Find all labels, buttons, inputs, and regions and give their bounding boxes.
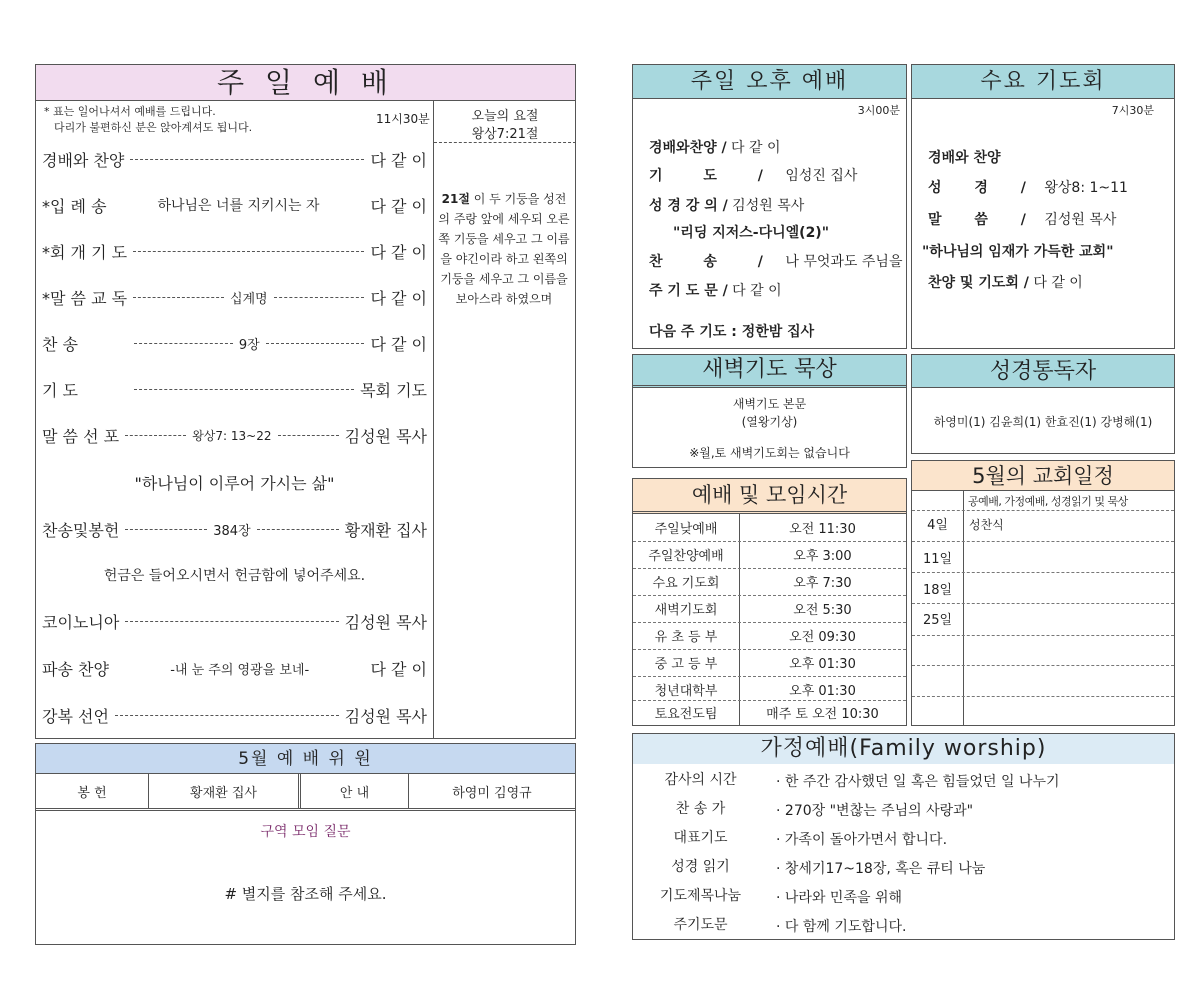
line-value: 다 같 이 bbox=[727, 283, 782, 299]
calendar-date bbox=[912, 666, 963, 694]
schedule-time: 오전 09:30 bbox=[789, 630, 856, 645]
schedule-name: 유 초 등 부 bbox=[654, 630, 718, 645]
calendar-header: 공예배, 가정예배, 성경읽기 및 묵상 bbox=[968, 495, 1128, 508]
line-label: 기 도 / bbox=[649, 168, 781, 184]
verse-column bbox=[433, 101, 434, 738]
wednesday-time: 7시30분 bbox=[1111, 104, 1154, 117]
service-time: 11시30분 bbox=[376, 112, 430, 126]
family-text: · 한 주간 감사했던 일 혹은 힘들었던 일 나누기 bbox=[776, 774, 1060, 790]
schedule-time: 오후 3:00 bbox=[793, 549, 852, 564]
schedule-name: 주일찬양예배 bbox=[648, 549, 724, 564]
schedule-panel bbox=[632, 478, 907, 726]
order-detail: 384장 bbox=[213, 523, 251, 539]
verse-ref: 왕상7:21절 bbox=[471, 127, 539, 142]
order-item bbox=[42, 147, 427, 171]
order-leader: 다 같 이 bbox=[370, 196, 427, 216]
order-detail: 하나님은 너를 지키시는 자 bbox=[157, 198, 320, 214]
wednesday-panel bbox=[911, 64, 1175, 349]
line-value: 김성원 목사 bbox=[1039, 212, 1117, 228]
next-prayer: 다음 주 기도 : 정한밤 집사 bbox=[649, 324, 815, 340]
calendar-event: 성찬식 bbox=[969, 518, 1004, 532]
order-leader: 김성원 목사 bbox=[344, 706, 427, 726]
line-label: "하나님의 임재가 가득한 교회" bbox=[922, 244, 1114, 260]
family-text: · 가족이 돌아가면서 합니다. bbox=[776, 832, 948, 848]
family-label: 성경 읽기 bbox=[671, 859, 730, 875]
main-worship-panel bbox=[35, 64, 576, 739]
order-leader: 다 같 이 bbox=[370, 242, 427, 262]
schedule-name: 청년대학부 bbox=[654, 684, 718, 699]
may-servers-title: 5월 예 배 위 원 bbox=[36, 744, 575, 774]
servers-label: 봉 헌 bbox=[36, 774, 149, 808]
schedule-time: 오전 11:30 bbox=[789, 522, 856, 537]
wednesday-line bbox=[928, 177, 1128, 197]
order-item bbox=[42, 703, 427, 727]
family-text-value: 창세기17~18장, 혹은 큐티 나눔 bbox=[784, 861, 986, 877]
offering-note: 헌금은 들어오시면서 헌금함에 넣어주세요. bbox=[103, 568, 366, 584]
order-item bbox=[42, 193, 427, 217]
calendar-date bbox=[912, 636, 963, 664]
order-label: 찬 송 bbox=[42, 334, 78, 354]
verse-text bbox=[438, 189, 570, 309]
order-leader: 다 같 이 bbox=[370, 150, 427, 170]
main-worship-title: 주 일 예 배 bbox=[36, 65, 575, 101]
family-label: 감사의 시간 bbox=[664, 772, 737, 788]
dawn-panel bbox=[632, 354, 907, 468]
servers-value: 하영미 김영규 bbox=[452, 785, 532, 801]
order-item bbox=[42, 609, 427, 633]
schedule-name: 새벽기도회 bbox=[654, 603, 718, 618]
family-label: 대표기도 bbox=[673, 830, 728, 846]
may-servers-panel bbox=[35, 743, 576, 945]
line-label: 성 경 강 의 / bbox=[649, 198, 728, 214]
family-text-value: 한 주간 감사했던 일 혹은 힘들었던 일 나누기 bbox=[784, 774, 1060, 790]
order-label: *회 개 기 도 bbox=[42, 242, 128, 262]
dawn-title: 새벽기도 묵상 bbox=[633, 355, 906, 388]
family-text: · 다 함께 기도합니다. bbox=[776, 919, 907, 935]
family-title: 가정예배(Family worship) bbox=[633, 734, 1174, 764]
family-text-value: 나라와 민족을 위해 bbox=[784, 890, 902, 906]
afternoon-line bbox=[649, 280, 782, 300]
order-label: 파송 찬양 bbox=[42, 659, 109, 679]
verse-divider bbox=[434, 142, 576, 143]
line-label: 찬 송 / bbox=[649, 254, 781, 270]
wednesday-line bbox=[928, 209, 1116, 229]
readers-names: 하영미(1) 김윤희(1) 한효진(1) 강병해(1) bbox=[933, 415, 1153, 429]
sermon-title: "하나님이 이루어 가시는 삶" bbox=[134, 474, 335, 493]
order-item bbox=[42, 517, 427, 541]
order-label: 강복 선언 bbox=[42, 706, 109, 726]
afternoon-title: 주일 오후 예배 bbox=[633, 65, 906, 99]
family-text-value: 다 함께 기도합니다. bbox=[784, 919, 907, 935]
verse-bold: 21절 bbox=[441, 192, 470, 206]
schedule-time: 오후 7:30 bbox=[793, 576, 852, 591]
schedule-name: 중 고 등 부 bbox=[654, 657, 718, 672]
family-text-value: 270장 "변찮는 주님의 사랑과" bbox=[784, 803, 974, 819]
calendar-date: 4일 bbox=[927, 518, 948, 533]
order-label: *말 씀 교 독 bbox=[42, 288, 128, 308]
group-note: # 별지를 참조해 주세요. bbox=[224, 885, 387, 903]
order-leader: 다 같 이 bbox=[370, 334, 428, 354]
line-label: 찬양 및 기도회 / bbox=[928, 275, 1029, 291]
afternoon-line bbox=[673, 222, 829, 242]
line-label: 성 경 / bbox=[928, 180, 1040, 196]
schedule-time: 오후 01:30 bbox=[789, 684, 856, 699]
order-label: 기 도 bbox=[42, 380, 78, 400]
order-item bbox=[42, 331, 427, 355]
verse-body: 이 두 기둥을 성전의 주랑 앞에 세우되 오른쪽 기둥을 세우고 그 이름을 야긴이라 하고 왼쪽의 기둥을 세우고 그 이름을 보아스라 하였으며 bbox=[438, 192, 570, 306]
wednesday-line bbox=[928, 272, 1083, 292]
order-item bbox=[42, 285, 427, 309]
order-item bbox=[42, 656, 427, 680]
order-label: 말 씀 선 포 bbox=[42, 426, 120, 446]
order-leader: 다 같 이 bbox=[370, 659, 427, 679]
line-label: "리딩 지저스-다니엘(2)" bbox=[673, 225, 830, 241]
calendar-col-divider bbox=[963, 491, 964, 725]
standing-note-2: 다리가 불편하신 분은 앉아계셔도 됩니다. bbox=[54, 121, 253, 134]
order-detail: 9장 bbox=[238, 337, 260, 353]
order-item bbox=[42, 423, 427, 447]
afternoon-panel bbox=[632, 64, 907, 349]
line-label: 경배와찬양 / bbox=[649, 140, 727, 156]
order-item bbox=[42, 239, 427, 263]
schedule-name: 주일낮예배 bbox=[654, 522, 718, 537]
order-leader: 목회 기도 bbox=[360, 380, 427, 400]
family-label: 기도제목나눔 bbox=[659, 888, 742, 904]
family-label: 주기도문 bbox=[673, 917, 728, 933]
schedule-time: 오전 5:30 bbox=[793, 603, 852, 618]
servers-row bbox=[36, 774, 575, 811]
readers-panel bbox=[911, 354, 1175, 454]
verse-heading: 오늘의 요절 bbox=[471, 109, 539, 124]
calendar-date: 25일 bbox=[922, 612, 953, 628]
afternoon-line bbox=[649, 137, 781, 157]
wednesday-line bbox=[922, 241, 1114, 261]
calendar-divider bbox=[912, 696, 1174, 697]
schedule-title: 예배 및 모임시간 bbox=[633, 479, 906, 514]
order-item bbox=[42, 377, 427, 401]
order-label: 찬송및봉헌 bbox=[42, 520, 120, 540]
dawn-note: ※월,토 새벽기도회는 없습니다 bbox=[689, 446, 850, 460]
schedule-time: 오후 01:30 bbox=[789, 657, 856, 672]
calendar-date: 18일 bbox=[922, 582, 953, 598]
line-value: 다 같 이 bbox=[1028, 275, 1083, 291]
family-text: · 270장 "변찮는 주님의 사랑과" bbox=[776, 803, 974, 819]
calendar-date: 11일 bbox=[922, 551, 953, 567]
order-leader: 김성원 목사 bbox=[344, 612, 427, 632]
afternoon-time: 3시00분 bbox=[857, 104, 900, 117]
order-detail: -내 눈 주의 영광을 보네- bbox=[170, 662, 310, 678]
line-value: 임성진 집사 bbox=[780, 168, 858, 184]
servers-label: 안 내 bbox=[301, 774, 409, 808]
family-label: 찬 송 가 bbox=[675, 801, 726, 817]
family-text: · 창세기17~18장, 혹은 큐티 나눔 bbox=[776, 861, 986, 877]
schedule-name: 토요전도팀 bbox=[654, 707, 718, 722]
afternoon-line bbox=[649, 165, 857, 185]
order-leader: 황재환 집사 bbox=[344, 520, 427, 540]
family-text-value: 가족이 돌아가면서 합니다. bbox=[784, 832, 948, 848]
schedule-name: 수요 기도회 bbox=[652, 576, 720, 591]
family-text: · 나라와 민족을 위해 bbox=[776, 890, 902, 906]
group-title: 구역 모임 질문 bbox=[260, 824, 351, 840]
order-leader: 김성원 목사 bbox=[344, 426, 427, 446]
line-label: 경배와 찬양 bbox=[928, 150, 1001, 166]
line-value: 김성원 목사 bbox=[727, 198, 805, 214]
servers-value: 황재환 집사 bbox=[149, 774, 301, 808]
order-label: 코이노니아 bbox=[42, 612, 120, 632]
line-label: 주 기 도 문 / bbox=[649, 283, 728, 299]
order-label: 경배와 찬양 bbox=[42, 150, 125, 170]
dawn-line: (열왕기상) bbox=[741, 415, 798, 429]
line-value: 다 같 이 bbox=[726, 140, 781, 156]
schedule-time: 매주 토 오전 10:30 bbox=[766, 707, 879, 722]
line-value: 나 무엇과도 주님을 bbox=[780, 254, 903, 270]
dawn-line: 새벽기도 본문 bbox=[732, 397, 807, 411]
order-detail: 십계명 bbox=[229, 291, 268, 307]
order-leader: 다 같 이 bbox=[370, 288, 428, 308]
afternoon-line bbox=[649, 251, 902, 271]
family-panel bbox=[632, 733, 1175, 940]
readers-title: 성경통독자 bbox=[912, 355, 1174, 388]
wednesday-line bbox=[928, 147, 1001, 167]
order-detail: 왕상7: 13~22 bbox=[192, 428, 272, 443]
line-label: 말 씀 / bbox=[928, 212, 1040, 228]
standing-note: * 표는 일어나셔서 예배를 드립니다. bbox=[44, 105, 216, 118]
calendar-title: 5월의 교회일정 bbox=[912, 461, 1174, 491]
afternoon-line bbox=[649, 195, 804, 215]
calendar-panel bbox=[911, 460, 1175, 726]
wednesday-title: 수요 기도회 bbox=[912, 65, 1174, 99]
order-label: *입 례 송 bbox=[42, 196, 107, 216]
line-value: 왕상8: 1~11 bbox=[1039, 180, 1128, 196]
